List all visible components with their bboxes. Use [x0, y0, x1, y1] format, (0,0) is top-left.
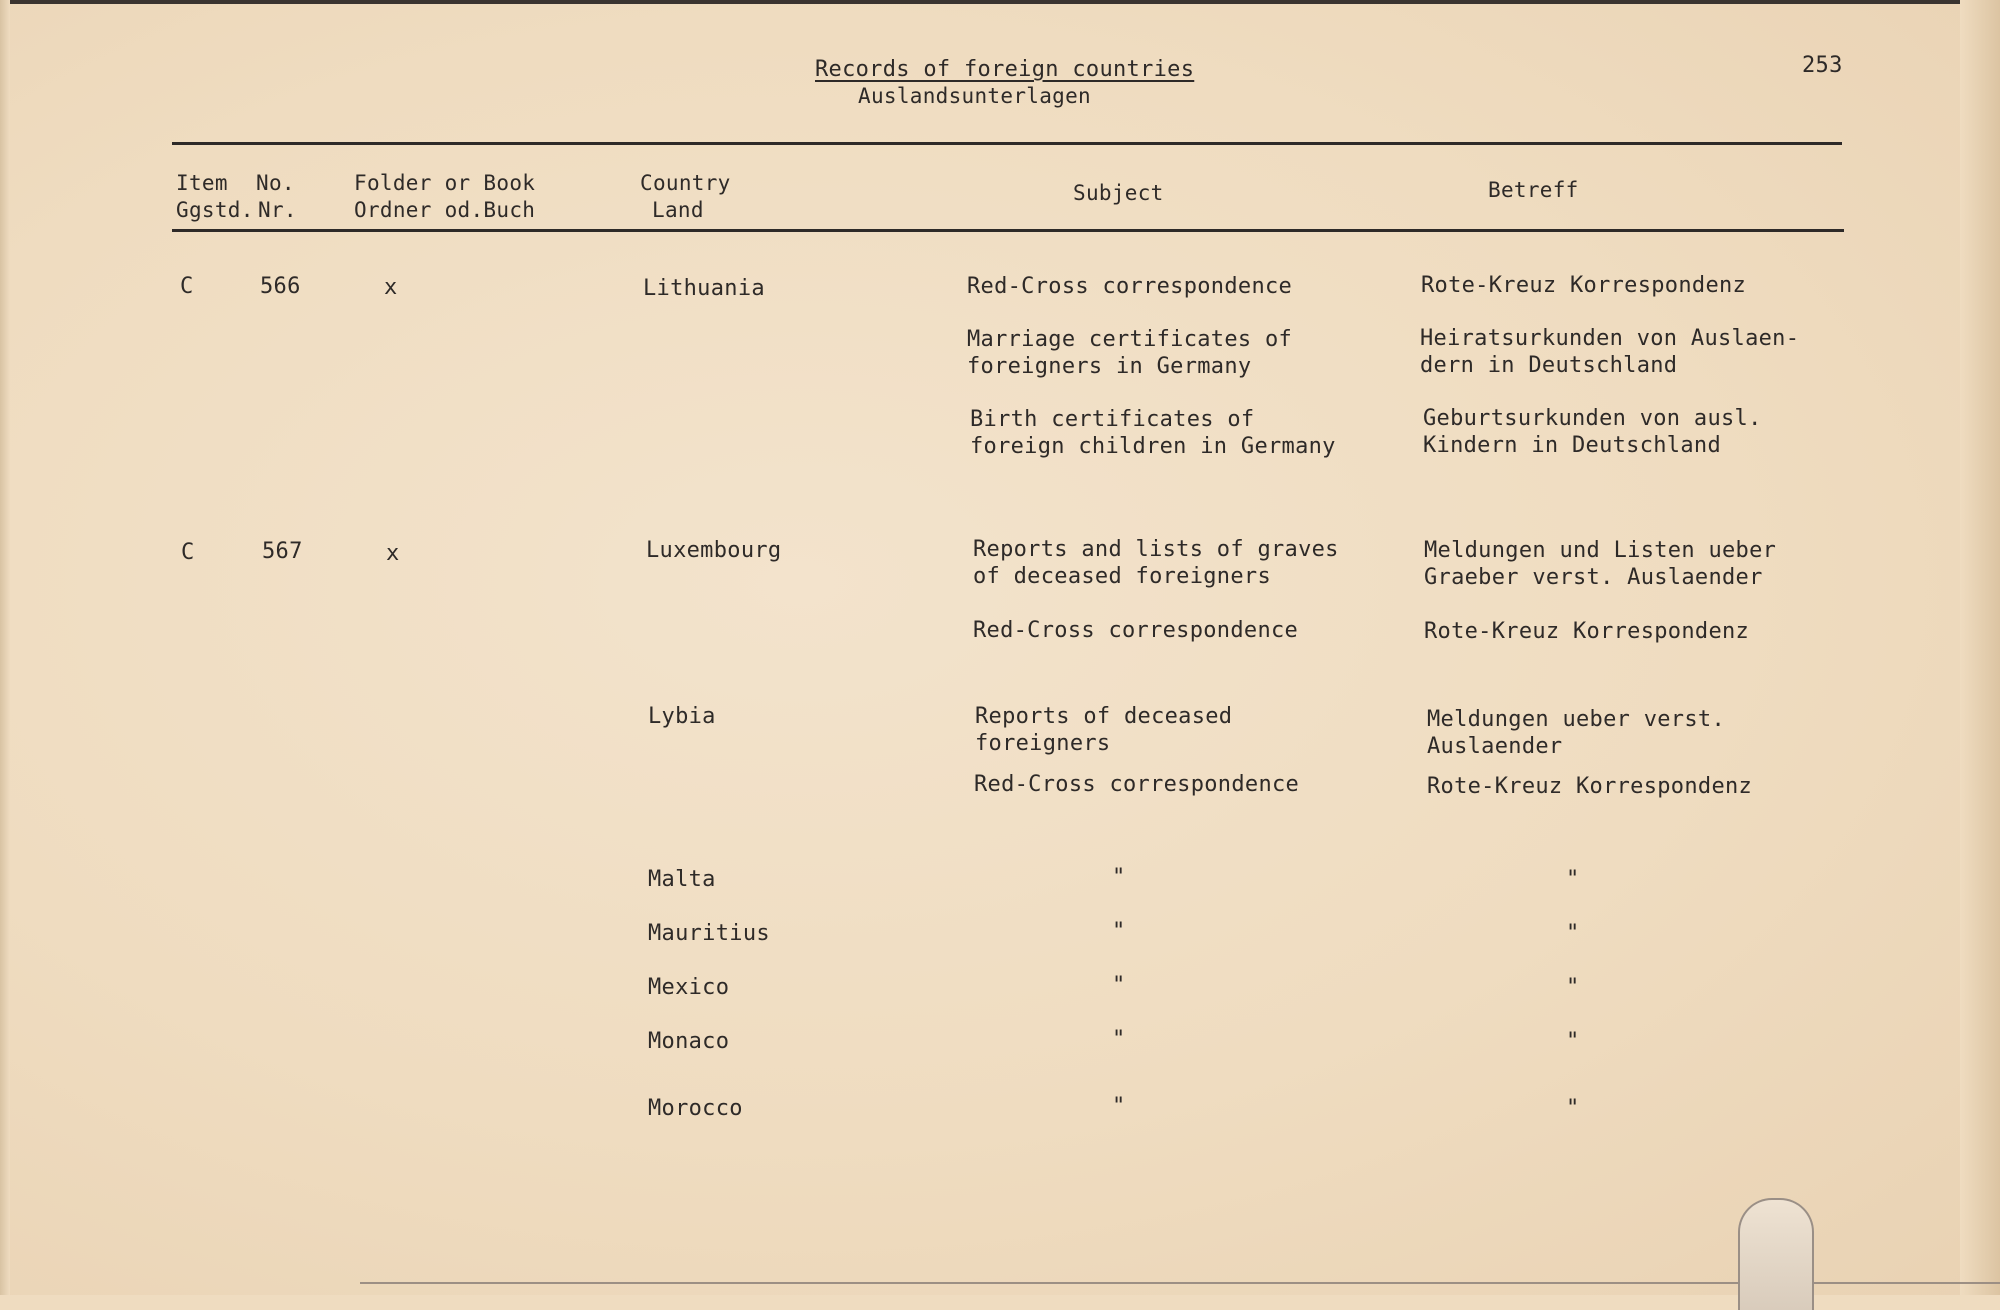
- country-monaco: Monaco: [648, 1029, 730, 1054]
- header-betreff: Betreff: [1488, 178, 1579, 202]
- entry-567-folder: x: [386, 541, 400, 566]
- country-luxembourg: Luxembourg: [646, 538, 782, 563]
- right-edge-shadow: [1960, 0, 2000, 1295]
- ditto-betreff-malta: ": [1566, 867, 1580, 892]
- entry-567-item: C: [181, 540, 195, 565]
- betreff-lt-1: Rote-Kreuz Korrespondenz: [1421, 273, 1747, 298]
- entry-566-folder: x: [384, 275, 398, 300]
- country-lybia: Lybia: [648, 704, 716, 729]
- subject-lt-3a: Birth certificates of: [970, 407, 1255, 432]
- country-lithuania: Lithuania: [643, 276, 765, 301]
- country-malta: Malta: [648, 867, 716, 892]
- ditto-subject-monaco: ": [1112, 1027, 1126, 1052]
- header-country-de: Land: [652, 198, 704, 222]
- header-item-de: Ggstd.: [176, 198, 254, 222]
- page-subtitle: Auslandsunterlagen: [858, 84, 1091, 108]
- header-bottom-rule: [172, 229, 1844, 232]
- subject-lu-1b: of deceased foreigners: [973, 564, 1271, 589]
- entry-567-no: 567: [262, 539, 303, 564]
- betreff-lt-2b: dern in Deutschland: [1420, 353, 1678, 378]
- top-edge: [0, 0, 2000, 4]
- entry-566-no: 566: [260, 274, 301, 299]
- subject-lt-2b: foreigners in Germany: [967, 354, 1252, 379]
- subject-ly-1a: Reports of deceased: [975, 704, 1233, 729]
- subject-lu-1a: Reports and lists of graves: [973, 537, 1339, 562]
- ditto-subject-mauritius: ": [1112, 919, 1126, 944]
- ditto-subject-mexico: ": [1112, 973, 1126, 998]
- ditto-betreff-mauritius: ": [1566, 921, 1580, 946]
- subject-lt-2a: Marriage certificates of: [967, 327, 1293, 352]
- ditto-betreff-mexico: ": [1566, 975, 1580, 1000]
- subject-ly-2: Red-Cross correspondence: [974, 772, 1300, 797]
- left-edge-shadow: [0, 0, 10, 1295]
- header-subject: Subject: [1073, 181, 1164, 205]
- subject-lt-3b: foreign children in Germany: [970, 434, 1336, 459]
- subject-ly-1b: foreigners: [975, 731, 1111, 756]
- country-mexico: Mexico: [648, 975, 730, 1000]
- header-item: Item: [176, 171, 228, 195]
- betreff-lu-2: Rote-Kreuz Korrespondenz: [1424, 619, 1750, 644]
- country-morocco: Morocco: [648, 1096, 743, 1121]
- betreff-lt-3b: Kindern in Deutschland: [1423, 433, 1721, 458]
- page-title: Records of foreign countries: [815, 57, 1195, 82]
- country-mauritius: Mauritius: [648, 921, 770, 946]
- subject-lu-2: Red-Cross correspondence: [973, 618, 1299, 643]
- index-tab: [1738, 1198, 1814, 1310]
- header-top-rule: [172, 142, 1842, 145]
- betreff-lt-2a: Heiratsurkunden von Auslaen-: [1420, 326, 1800, 351]
- betreff-ly-1b: Auslaender: [1427, 734, 1563, 759]
- header-country: Country: [640, 171, 731, 195]
- subject-lt-1: Red-Cross correspondence: [967, 274, 1293, 299]
- page-number: 253: [1802, 53, 1843, 78]
- header-folder: Folder or Book: [354, 171, 536, 195]
- betreff-ly-1a: Meldungen ueber verst.: [1427, 707, 1725, 732]
- betreff-lu-1b: Graeber verst. Auslaender: [1424, 565, 1763, 590]
- header-no-de: Nr.: [258, 198, 297, 222]
- betreff-lu-1a: Meldungen und Listen ueber: [1424, 538, 1777, 563]
- ditto-subject-morocco: ": [1112, 1094, 1126, 1119]
- betreff-ly-2: Rote-Kreuz Korrespondenz: [1427, 774, 1753, 799]
- ditto-betreff-monaco: ": [1566, 1029, 1580, 1054]
- header-folder-de: Ordner od.Buch: [354, 198, 536, 222]
- entry-566-item: C: [180, 274, 194, 299]
- betreff-lt-3a: Geburtsurkunden von ausl.: [1423, 406, 1762, 431]
- ditto-betreff-morocco: ": [1566, 1096, 1580, 1121]
- ditto-subject-malta: ": [1112, 865, 1126, 890]
- header-no: No.: [256, 171, 295, 195]
